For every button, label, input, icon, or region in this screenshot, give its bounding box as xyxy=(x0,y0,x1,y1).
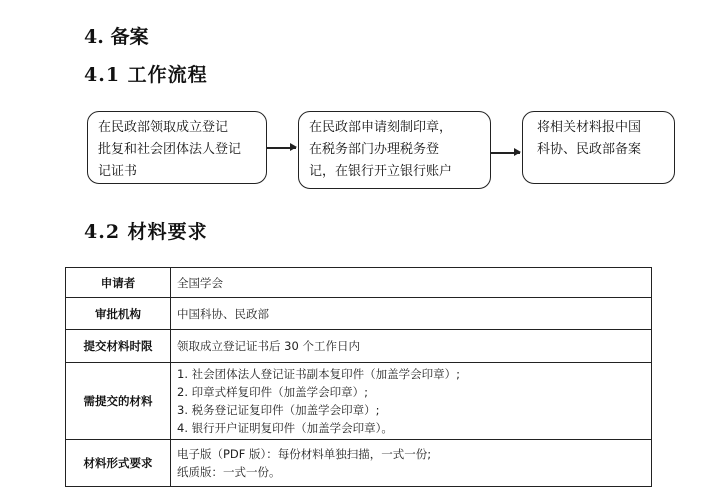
flow-step-line: 将相关材料报中国 xyxy=(537,120,642,135)
flow-step-1 xyxy=(87,111,267,184)
row-value-line: 纸质版：一式一份。 xyxy=(177,465,281,479)
row-value-line: 1. 社会团体法人登记证书副本复印件（加盖学会印章）; xyxy=(177,367,460,381)
flow-step-2 xyxy=(298,111,491,189)
table-row xyxy=(66,268,652,298)
requirements-table xyxy=(65,267,652,487)
table-row xyxy=(66,363,652,440)
flow-step-line: 在民政部申请刻制印章， xyxy=(309,120,453,135)
flow-step-line: 科协、民政部备案 xyxy=(537,142,642,157)
row-label: 提交材料时限 xyxy=(66,330,171,363)
row-value-line: 领取成立登记证书后 30 个工作日内 xyxy=(177,339,360,353)
row-value-line: 3. 税务登记证复印件（加盖学会印章）; xyxy=(177,403,380,417)
materials-heading: 4.2 材料要求 xyxy=(84,221,208,243)
row-value-line: 4. 银行开户证明复印件（加盖学会印章）。 xyxy=(177,421,393,435)
row-label: 需提交的材料 xyxy=(66,363,171,440)
row-value-line: 2. 印章式样复印件（加盖学会印章）; xyxy=(177,385,369,399)
row-value xyxy=(171,363,652,440)
table-row xyxy=(66,330,652,363)
row-value xyxy=(171,298,652,330)
flow-step-line: 记证书 xyxy=(98,164,138,179)
row-label: 材料形式要求 xyxy=(66,440,171,487)
row-value-line: 电子版（PDF 版）：每份材料单独扫描，一式一份; xyxy=(177,447,432,461)
flow-step-3 xyxy=(522,111,675,184)
row-value xyxy=(171,268,652,298)
flow-step-line: 记，在银行开立银行账户 xyxy=(309,164,453,179)
flow-step-line: 在税务部门办理税务登 xyxy=(309,142,440,157)
flow-step-line: 批复和社会团体法人登记 xyxy=(98,142,242,157)
flow-arrow-1 xyxy=(267,147,296,149)
row-value-line: 全国学会 xyxy=(177,275,223,290)
table-row xyxy=(66,440,652,487)
table-row xyxy=(66,298,652,330)
workflow-heading: 4.1 工作流程 xyxy=(84,64,208,86)
row-label: 审批机构 xyxy=(66,298,171,330)
flow-arrow-2 xyxy=(491,152,520,154)
row-label: 申请者 xyxy=(66,268,171,298)
row-value xyxy=(171,330,652,363)
row-value-line: 中国科协、民政部 xyxy=(177,306,269,321)
flow-step-line: 在民政部领取成立登记 xyxy=(98,120,229,135)
row-value xyxy=(171,440,652,487)
section-title: 4. 备案 xyxy=(84,26,149,48)
